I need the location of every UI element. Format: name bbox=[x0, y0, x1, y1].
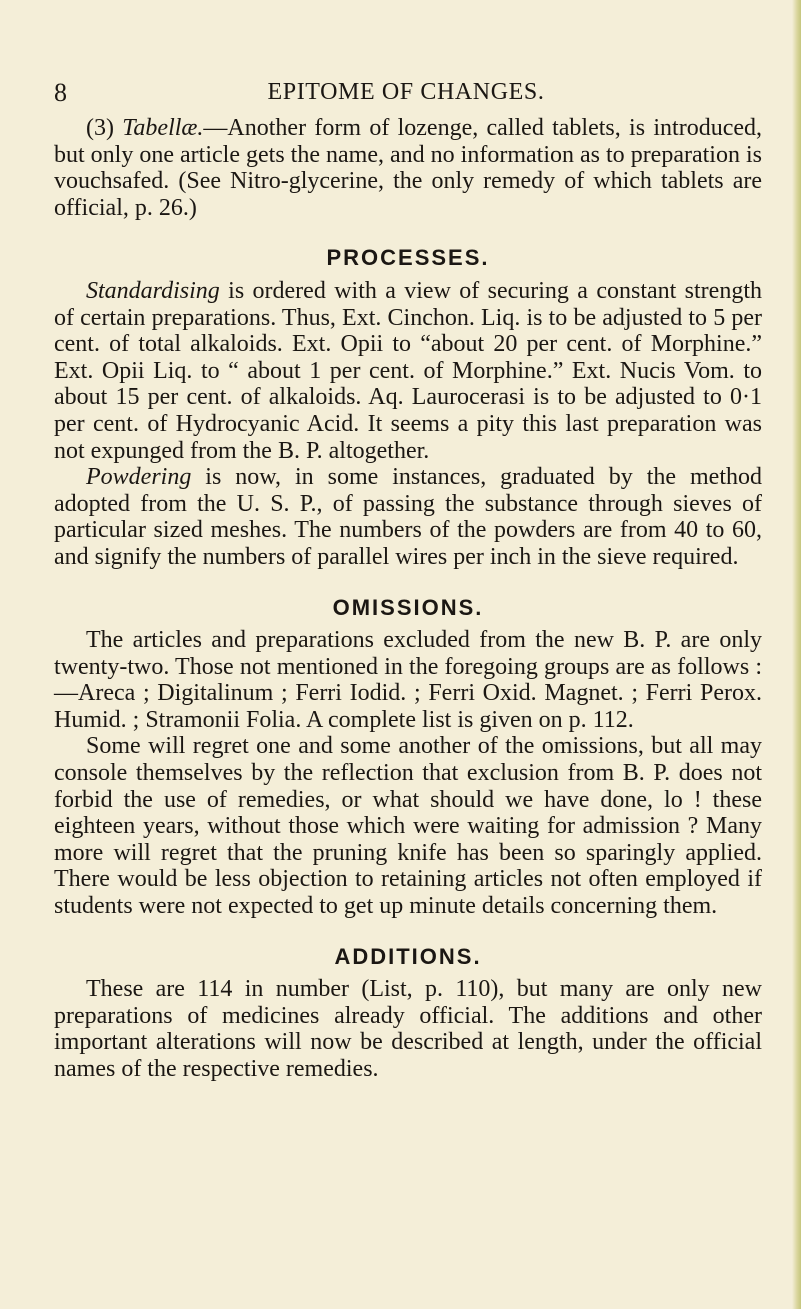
running-title: EPITOME OF CHANGES. bbox=[267, 79, 545, 105]
tabellae-term: Tabellæ. bbox=[122, 115, 204, 141]
processes-heading: PROCESSES. bbox=[326, 245, 490, 271]
powdering-term: Powdering bbox=[86, 464, 192, 491]
powdering-paragraph bbox=[54, 464, 762, 570]
omissions-paragraph-2: Some will regret one and some another of the omissions, but all may console themselves by the reflection that exclusion from B. P. does not forbid the use of remedies, or what should we have done, lo ! these eighteen years, without those which were waiting for admission ? Many more will regret that the pruning knife has been so sparingly applied. There would be less objection to retaining articles not often employed if students were not expected to get up minute details concerning them. bbox=[54, 733, 762, 920]
standardising-text: is ordered with a view of securing a constant strength of certain preparations. Thus, Ext. Cinchon. Liq. is to be adjusted to 5 per cent. of total alkaloids. Ext. Opii to “about 20 per cent. of Morphine.” Ext. Opii Liq. to “ about 1 per cent. of Morphine.” Ext. Nucis Vom. to about 15 per cent. of alkaloids. Aq. Laurocerasi is to be adjusted to 0·1 per cent. of Hydrocyanic Acid. It seems a pity this last preparation was not expunged from the B. P. altogether. bbox=[54, 277, 762, 464]
page-edge bbox=[792, 0, 801, 1309]
additions-paragraph: These are 114 in number (List, p. 110), but many are only new preparations of medicines already official. The additions and other important alterations will now be described at length, under the official names of the respective remedies. bbox=[54, 976, 762, 1082]
standardising-term: Standardising bbox=[86, 277, 220, 304]
page-number: 8 bbox=[54, 78, 67, 107]
page-body bbox=[54, 115, 762, 1083]
item-number: (3) bbox=[86, 115, 114, 141]
omissions-heading: OMISSIONS. bbox=[332, 594, 484, 620]
powdering-text: is now, in some instances, graduated by the method adopted from the U. S. P., of passing the substance through sieves of particular sized meshes. The numbers of the powders are from 40 to 60, and signify the numbers of parallel wires per inch in the sieve required. bbox=[54, 464, 762, 570]
tabellae-text: —Another form of lozenge, called tablets, is introduced, but only one article gets the name, and no information as to preparation is vouchsafed. (See Nitro-glycerine, the only remedy of which tablets are official, p. 26.) bbox=[54, 115, 762, 221]
running-head bbox=[54, 78, 758, 108]
standardising-paragraph bbox=[54, 278, 762, 464]
additions-heading: ADDITIONS. bbox=[334, 943, 482, 969]
tabellae-paragraph bbox=[54, 115, 762, 221]
omissions-paragraph-1: The articles and preparations excluded from the new B. P. are only twenty-two. Those not mentioned in the foregoing groups are as follows :—Areca ; Digitalinum ; Ferri Iodid. ; Ferri Oxid. Magnet. ; Ferri Perox. Humid. ; Stramonii Folia. A complete list is given on p. 112. bbox=[54, 627, 762, 733]
